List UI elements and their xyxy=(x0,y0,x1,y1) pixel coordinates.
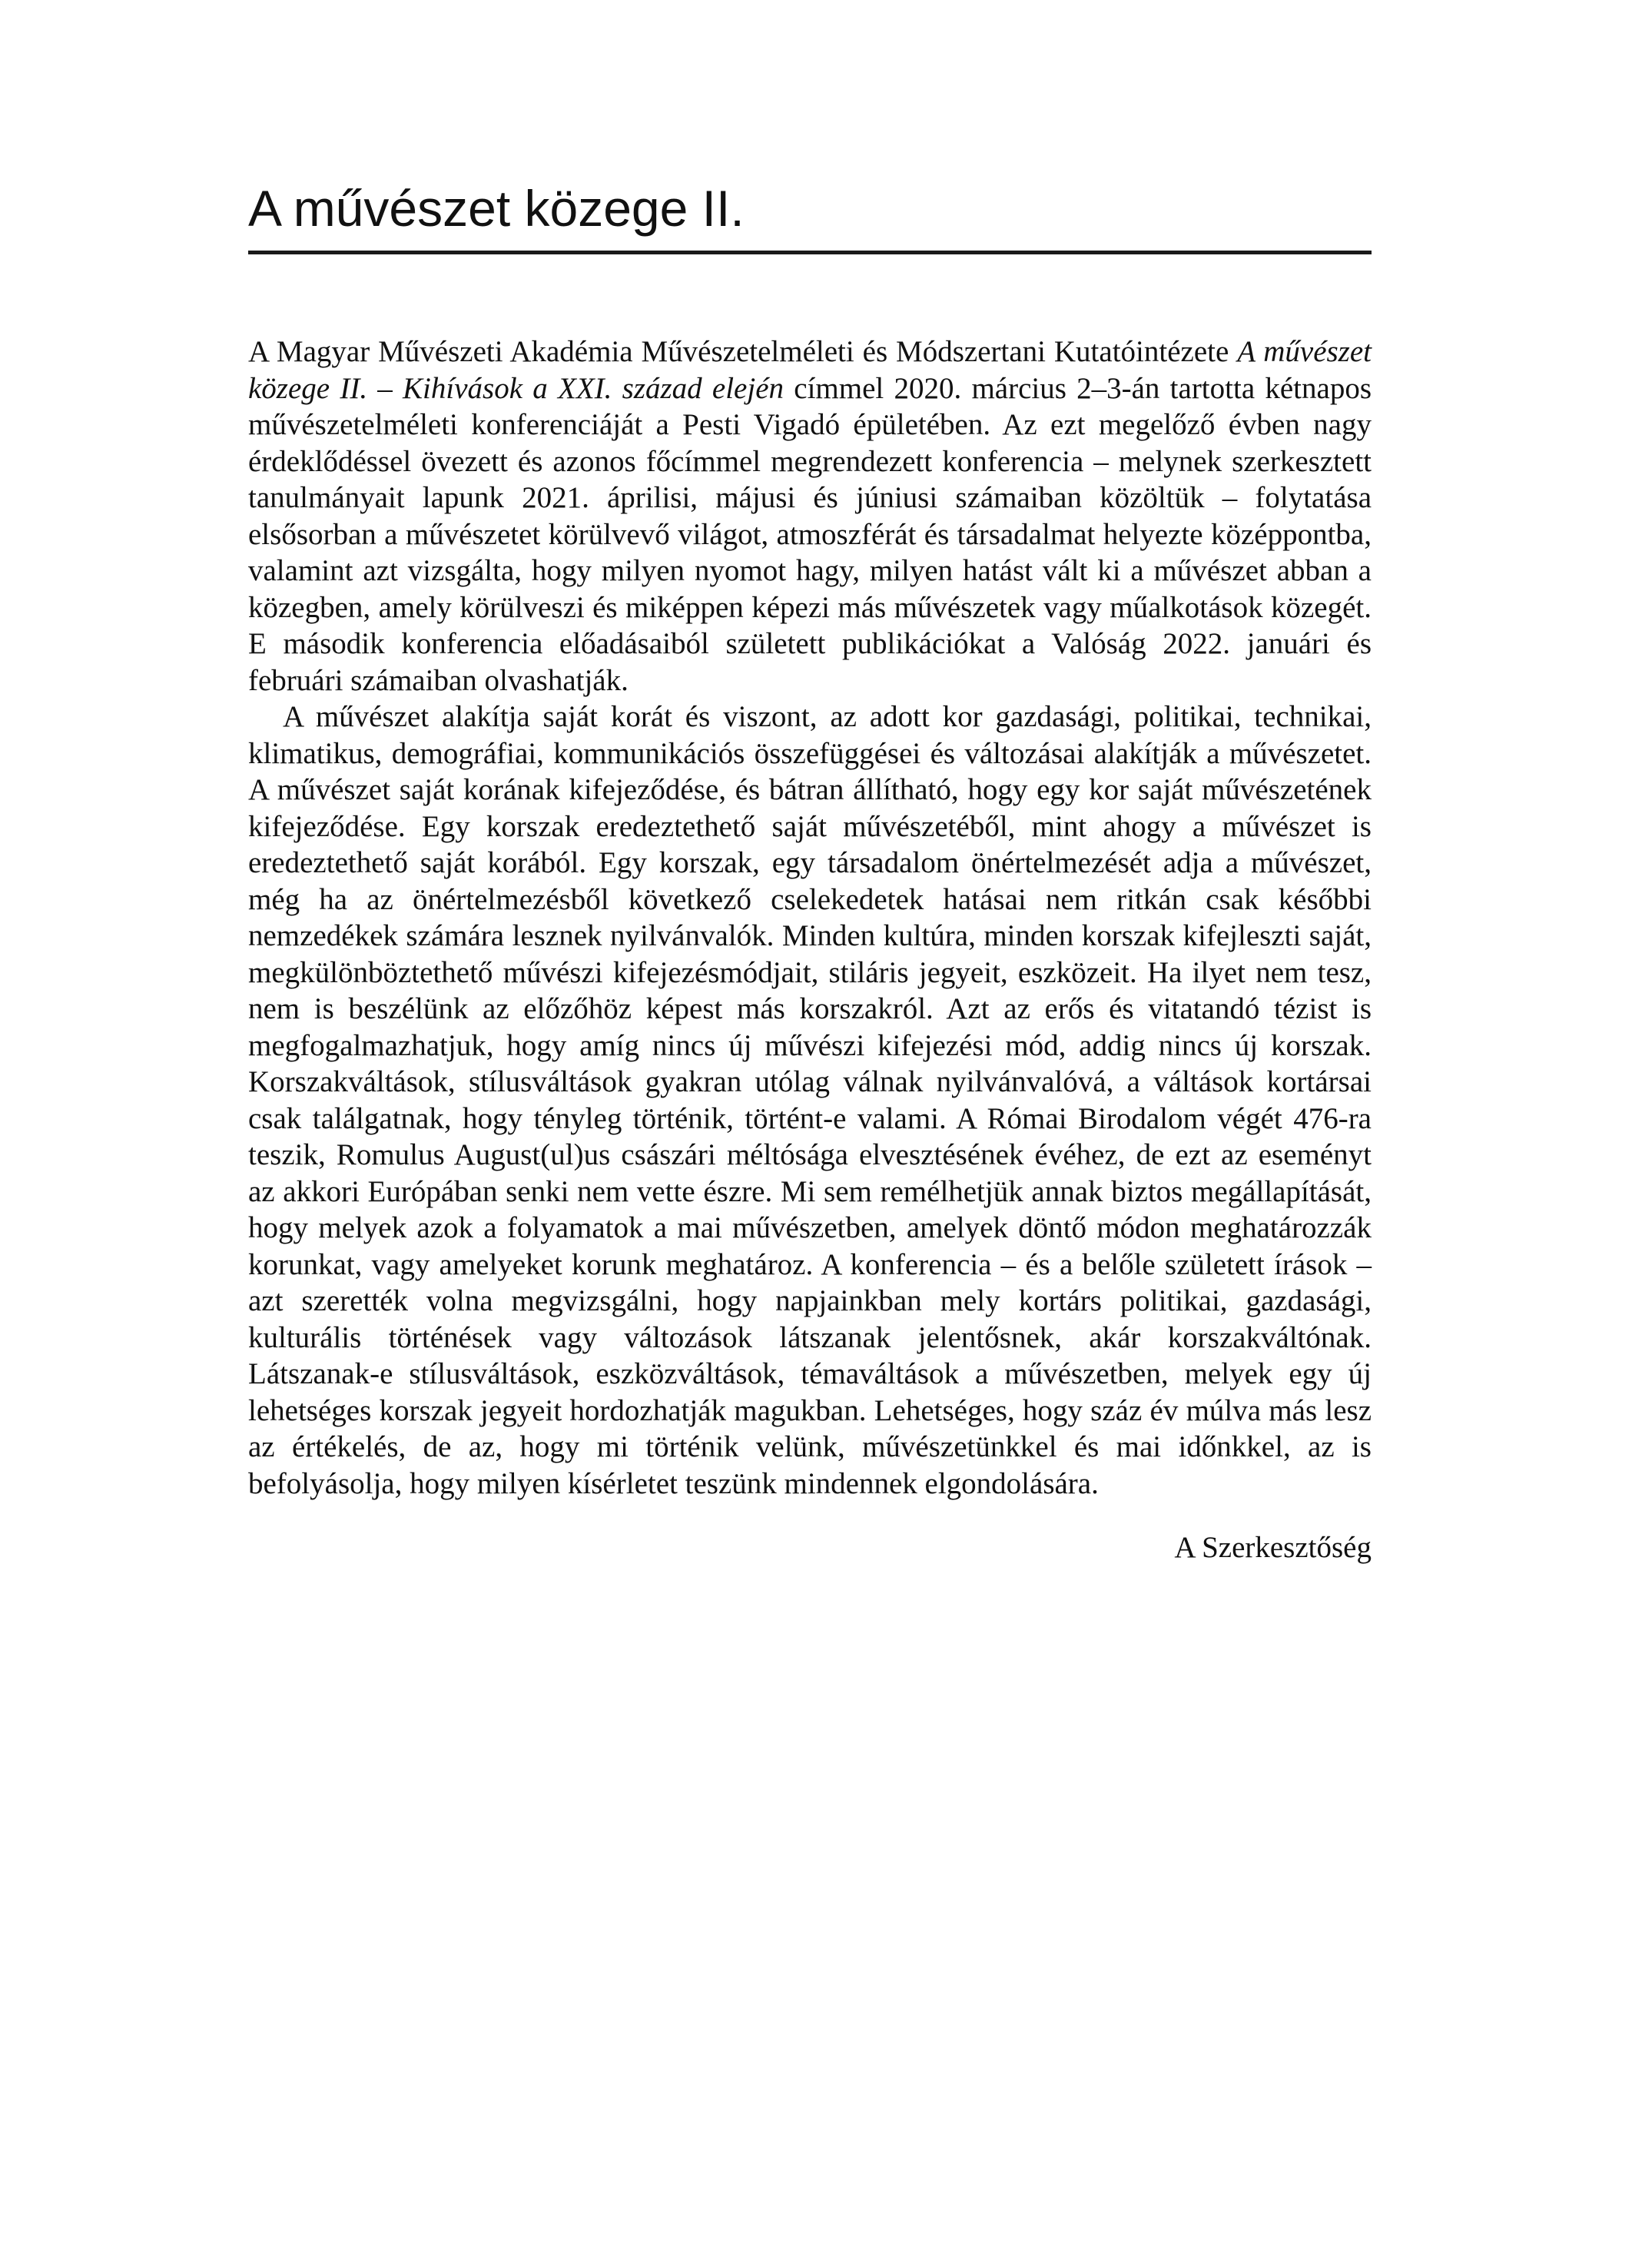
page-title: A művészet közege II. xyxy=(248,180,745,237)
document-page xyxy=(248,180,1372,1566)
paragraph-1-rest: címmel 2020. március 2–3-án tartotta kétnapos művészetelméleti konferenciáját a Pesti Vigadó épületében. Az ezt megelőző évben nagy érdeklődéssel övezett és azonos főcímmel megrendezett konferencia – melynek szerkesztett tanulmányait lapunk 2021. áprilisi, májusi és júniusi számaiban közöltük – folytatása elsősorban a művészetet körülvevő világot, atmoszférát és társadalmat helyezte középpontba, valamint azt vizsgálta, hogy milyen nyomot hagy, milyen hatást vált ki a művészet abban a közegben, amely körülveszi és miképpen képezi más művészetek vagy műalkotások közegét. E második konferencia előadásaiból született publikációkat a Valóság 2022. januári és februári számaiban olvashatják. xyxy=(248,371,1372,697)
article-body xyxy=(248,334,1372,1502)
title-divider xyxy=(248,251,1372,254)
paragraph-1 xyxy=(248,334,1372,699)
signature: A Szerkesztőség xyxy=(1174,1531,1372,1564)
paragraph-1-italic-title: A művészet közege II. – Kihívások a XXI. század elején xyxy=(248,335,1372,405)
paragraph-2: A művészet alakítja saját korát és viszont, az adott kor gazdasági, politikai, technikai, klimatikus, demográfiai, kommunikációs összefüggései és változásai alakítják a művészetet. A művészet saját korának kifejeződése, és bátran állítható, hogy egy kor saját művészetének kifejeződése. Egy korszak eredeztethető saját művészetéből, mint ahogy a művészet is eredeztethető saját korából. Egy korszak, egy társadalom önértelmezését adja a művészet, még ha az önértelmezésből következő cselekedetek hatásai nem ritkán csak későbbi nemzedékek számára lesznek nyilvánvalók. Minden kultúra, minden korszak kifejleszti saját, megkülönböztethető művészi kifejezésmódjait, stiláris jegyeit, eszközeit. Ha ilyet nem tesz, nem is beszélünk az előzőhöz képest más korszakról. Azt az erős és vitatandó tézist is megfogalmazhatjuk, hogy amíg nincs új művészi kifejezési mód, addig nincs új korszak. Korszakváltások, stílusváltások gyakran utólag válnak nyilvánvalóvá, a váltások kortársai csak találgatnak, hogy tényleg történik, történt-e valami. A Római Birodalom végét 476-ra teszik, Romulus August(ul)us császári méltósága elvesztésének évéhez, de ezt az eseményt az akkori Európában senki nem vette észre. Mi sem remélhetjük annak biztos megállapítását, hogy melyek azok a folyamatok a mai művészetben, amelyek döntő módon meghatározzák korunkat, vagy amelyeket korunk meghatároz. A konferencia – és a belőle született írások – azt szerették volna megvizsgálni, hogy napjainkban mely kortárs politikai, gazdasági, kulturális történések vagy változások látszanak jelentősnek, akár korszakváltónak. Látszanak-e stílusváltások, eszközváltások, témaváltások a művészetben, melyek egy új lehetséges korszak jegyeit hordozhatják magukban. Lehetséges, hogy száz év múlva más lesz az értékelés, de az, hogy mi történik velünk, művészetünkkel és mai időnkkel, az is befolyásolja, hogy milyen kísérletet teszünk mindennek elgondolására. xyxy=(248,700,1372,1500)
paragraph-1-lead: A Magyar Művészeti Akadémia Művészetelméleti és Módszertani Kutatóintézete xyxy=(248,335,1238,368)
